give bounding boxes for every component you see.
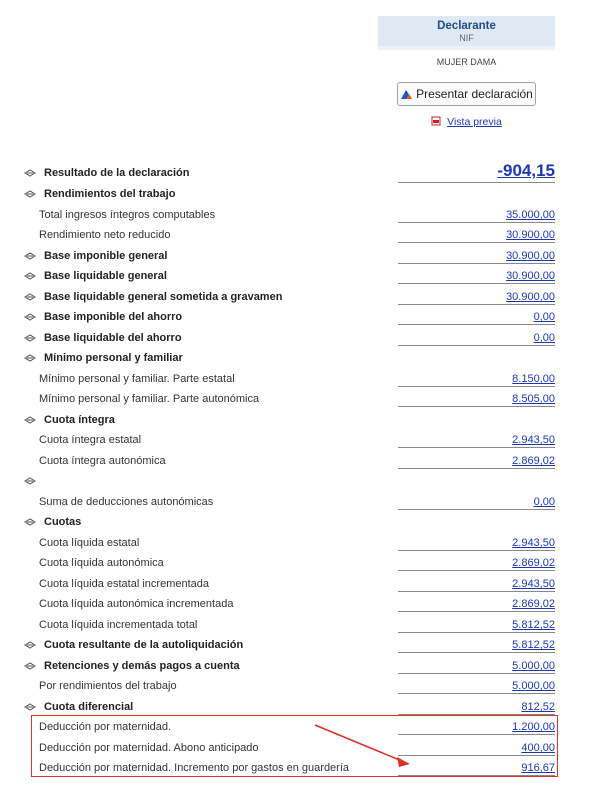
- row-value-link[interactable]: 8.505,00: [398, 393, 555, 407]
- row-value-link[interactable]: 812,52: [398, 701, 555, 715]
- row-label: Mínimo personal y familiar: [44, 352, 183, 364]
- row-label: Base imponible general: [44, 250, 168, 262]
- row-label: Deducción por maternidad.: [39, 721, 172, 733]
- row-label: Cuota resultante de la autoliquidación: [44, 639, 244, 651]
- row-value-link[interactable]: 35.000,00: [398, 209, 555, 223]
- row-value-link[interactable]: 2.943,50: [398, 537, 555, 551]
- row-value-link[interactable]: 2.869,02: [398, 455, 555, 469]
- present-declaration-label: Presentar declaración: [416, 87, 533, 101]
- row-label: Total ingresos íntegros computables: [39, 209, 216, 221]
- row-value-link[interactable]: 2.869,02: [398, 557, 555, 571]
- row-label: Cuota íntegra autonómica: [39, 455, 166, 467]
- row-value-link[interactable]: 400,00: [398, 742, 555, 756]
- row-value-link[interactable]: 8.150,00: [398, 373, 555, 387]
- row-label: Suma de deducciones autonómicas: [39, 496, 214, 508]
- row-value-link[interactable]: 2.943,50: [398, 434, 555, 448]
- row-label: Base imponible del ahorro: [44, 311, 183, 323]
- row-label: Cuota líquida autonómica: [39, 557, 164, 569]
- row-label: Por rendimientos del trabajo: [39, 680, 177, 692]
- row-value-link[interactable]: 0,00: [398, 332, 555, 346]
- row-value-link[interactable]: -904,15: [398, 161, 555, 183]
- row-label: Cuota íntegra estatal: [39, 434, 142, 446]
- declarant-nif: NIF: [459, 33, 474, 43]
- row-label: Cuota líquida autonómica incrementada: [39, 598, 234, 610]
- row-value-link[interactable]: 5.812,52: [398, 639, 555, 653]
- row-label: Rendimiento neto reducido: [39, 229, 171, 241]
- row-label: Cuota diferencial: [44, 701, 134, 713]
- row-value-link[interactable]: 0,00: [398, 311, 555, 325]
- row-value-link[interactable]: 30.900,00: [398, 291, 555, 305]
- declarant-title: Declarante: [437, 20, 496, 32]
- row-value-link[interactable]: 1.200,00: [398, 721, 555, 735]
- row-label: Base liquidable general: [44, 270, 167, 282]
- row-label: Rendimientos del trabajo: [44, 188, 176, 200]
- row-label: Base liquidable del ahorro: [44, 332, 182, 344]
- row-label: Cuota líquida incrementada total: [39, 619, 198, 631]
- row-label: Cuota líquida estatal incrementada: [39, 578, 209, 590]
- row-value-link[interactable]: 30.900,00: [398, 229, 555, 243]
- row-label: Cuota íntegra: [44, 414, 115, 426]
- row-value-link[interactable]: 2.869,02: [398, 598, 555, 612]
- row-value-link[interactable]: 916,67: [398, 762, 555, 776]
- row-label: Deducción por maternidad. Abono anticipado: [39, 742, 259, 754]
- row-label: Cuotas: [44, 516, 82, 528]
- preview-link[interactable]: Vista previa: [447, 116, 502, 128]
- row-label: Resultado de la declaración: [44, 167, 190, 179]
- declarant-name: MUJER DAMA: [436, 57, 497, 67]
- row-label: Mínimo personal y familiar. Parte autonómica: [39, 393, 260, 405]
- row-label: Retenciones y demás pagos a cuenta: [44, 660, 240, 672]
- row-label: Base liquidable general sometida a gravamen: [44, 291, 283, 303]
- row-value-link[interactable]: 5.000,00: [398, 680, 555, 694]
- row-value-link[interactable]: 0,00: [398, 496, 555, 510]
- row-label: Cuota líquida estatal: [39, 537, 140, 549]
- row-value-link[interactable]: 5.000,00: [398, 660, 555, 674]
- row-label: Mínimo personal y familiar. Parte estatal: [39, 373, 235, 385]
- row-value-link[interactable]: 2.943,50: [398, 578, 555, 592]
- row-value-link[interactable]: 30.900,00: [398, 250, 555, 264]
- row-label: Deducción por maternidad. Incremento por gastos en guardería: [39, 762, 350, 774]
- row-value-link[interactable]: 30.900,00: [398, 270, 555, 284]
- row-value-link[interactable]: 5.812,52: [398, 619, 555, 633]
